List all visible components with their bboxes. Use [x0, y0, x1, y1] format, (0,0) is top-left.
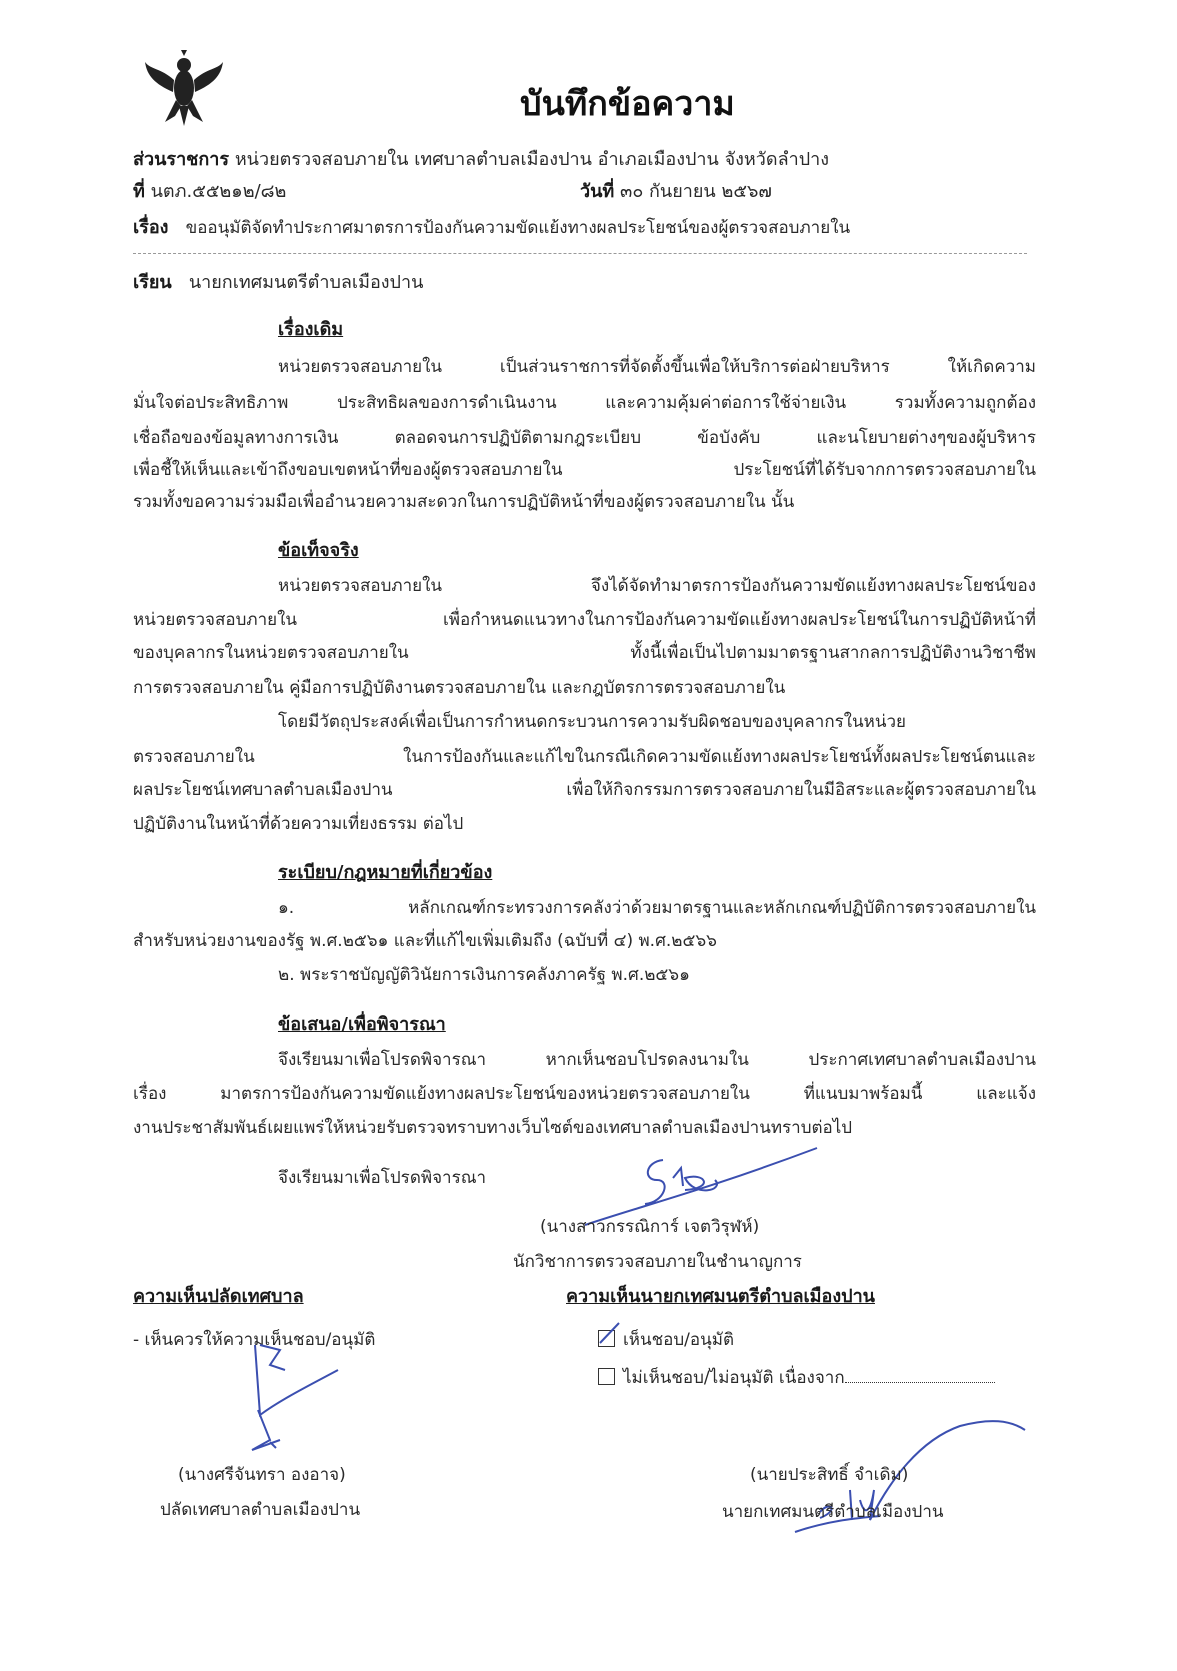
section-heading: เรื่องเดิม	[278, 319, 344, 340]
body-line: สำหรับหน่วยงานของรัฐ พ.ศ.๒๕๖๑ และที่แก้ไขเพิ่มเติมถึง (ฉบับที่ ๔) พ.ศ.๒๕๖๖	[133, 931, 717, 951]
body-line: มั่นใจต่อประสิทธิภาพ ประสิทธิผลของการดำเนินงาน และความคุ้มค่าต่อการใช้จ่ายเงิน รวมทั้งความถูกต้อง	[133, 393, 1036, 413]
to-value: นายกเทศมนตรีตำบลเมืองปาน	[188, 272, 424, 293]
body-line: เรื่อง มาตรการป้องกันความขัดแย้งทางผลประโยชน์ของหน่วยตรวจสอบภายใน ที่แนบมาพร้อมนี้ และแจ้ง	[133, 1084, 1036, 1104]
body-line: ตรวจสอบภายใน ในการป้องกันและแก้ไขในกรณีเกิดความขัดแย้งทางผลประโยชน์ทั้งผลประโยชน์ตนและ	[133, 747, 1036, 767]
mayor-name: (นายประสิทธิ์ จำเดิม)	[750, 1465, 909, 1485]
body-line: การตรวจสอบภายใน คู่มือการปฏิบัติงานตรวจสอบภายใน และกฎบัตรการตรวจสอบภายใน	[133, 678, 786, 698]
document-title: บันทึกข้อความ	[520, 84, 735, 124]
date-value: ๓๐ กันยายน ๒๕๖๗	[620, 181, 772, 202]
mayor-position: นายกเทศมนตรีตำบลเมืองปาน	[722, 1502, 944, 1522]
author-name: (นางสาวกรรณิการ์ เจตวิรุฬห์)	[540, 1217, 760, 1237]
subject-line	[133, 214, 850, 242]
garuda-emblem	[143, 50, 225, 128]
clerk-opinion-text: - เห็นควรให้ความเห็นชอบ/อนุมัติ	[133, 1330, 376, 1350]
to-line	[133, 269, 423, 297]
header-divider	[133, 253, 1027, 254]
approve-checkbox[interactable]	[598, 1330, 615, 1347]
clerk-name: (นางศรีจันทรา องอาจ)	[178, 1465, 346, 1485]
subject-label: เรื่อง	[133, 217, 169, 238]
body-line: รวมทั้งขอความร่วมมือเพื่ออำนวยความสะดวกในการปฏิบัติหน้าที่ของผู้ตรวจสอบภายใน นั้น	[133, 492, 795, 512]
body-line: หน่วยตรวจสอบภายใน เป็นส่วนราชการที่จัดตั้งขึ้นเพื่อให้บริการต่อฝ่ายบริหาร ให้เกิดความ	[278, 357, 1036, 377]
body-line: หน่วยตรวจสอบภายใน เพื่อกำหนดแนวทางในการป้องกันความขัดแย้งทางผลประโยชน์ในการปฏิบัติหน้าที่	[133, 610, 1036, 630]
body-line: โดยมีวัตถุประสงค์เพื่อเป็นการกำหนดกระบวนการความรับผิดชอบของบุคลากรในหน่วย	[278, 712, 906, 732]
date-label: วันที่	[580, 181, 615, 202]
body-line: จึงเรียนมาเพื่อโปรดพิจารณา หากเห็นชอบโปรดลงนามใน ประกาศเทศบาลตำบลเมืองปาน	[278, 1050, 1036, 1070]
reject-label: ไม่เห็นชอบ/ไม่อนุมัติ เนื่องจาก	[623, 1368, 845, 1388]
to-label: เรียน	[133, 272, 172, 293]
body-line: ๒. พระราชบัญญัติวินัยการเงินการคลังภาครัฐ พ.ศ.๒๕๖๑	[278, 965, 690, 985]
ref-value: นตภ.๕๕๒๑๒/๘๒	[150, 181, 287, 202]
ref-label: ที่	[133, 181, 145, 202]
clerk-opinion-heading: ความเห็นปลัดเทศบาล	[133, 1286, 304, 1307]
body-line: ผลประโยชน์เทศบาลตำบลเมืองปาน เพื่อให้กิจกรรมการตรวจสอบภายในมีอิสระและผู้ตรวจสอบภายใน	[133, 780, 1036, 800]
mayor-opinion-heading: ความเห็นนายกเทศมนตรีตำบลเมืองปาน	[566, 1286, 875, 1307]
subject-value: ขออนุมัติจัดทำประกาศมาตรการป้องกันความขัดแย้งทางผลประโยชน์ของผู้ตรวจสอบภายใน	[185, 218, 851, 238]
section-heading: ข้อเท็จจริง	[278, 540, 359, 561]
closing-text: จึงเรียนมาเพื่อโปรดพิจารณา	[278, 1168, 487, 1188]
body-line: เชื่อถือของข้อมูลทางการเงิน ตลอดจนการปฏิบัติตามกฎระเบียบ ข้อบังคับ และนโยบายต่างๆของผู้บริหาร	[133, 428, 1036, 448]
agency-line	[133, 146, 829, 174]
ref-line	[133, 178, 286, 206]
approve-option[interactable]	[598, 1326, 734, 1354]
approve-label: เห็นชอบ/อนุมัติ	[623, 1330, 734, 1350]
section-heading: ระเบียบ/กฎหมายที่เกี่ยวข้อง	[278, 862, 493, 883]
date-line	[580, 178, 772, 206]
body-line: หน่วยตรวจสอบภายใน จึงได้จัดทำมาตรการป้องกันความขัดแย้งทางผลประโยชน์ของ	[278, 576, 1036, 596]
body-line: งานประชาสัมพันธ์เผยแพร่ให้หน่วยรับตรวจทราบทางเว็บไซต์ของเทศบาลตำบลเมืองปานทราบต่อไป	[133, 1118, 853, 1138]
agency-value: หน่วยตรวจสอบภายใน เทศบาลตำบลเมืองปาน อำเภอเมืองปาน จังหวัดลำปาง	[234, 149, 830, 170]
agency-label: ส่วนราชการ	[133, 149, 230, 170]
author-position: นักวิชาการตรวจสอบภายในชำนาญการ	[513, 1252, 802, 1272]
section-heading: ข้อเสนอ/เพื่อพิจารณา	[278, 1014, 446, 1035]
body-line: ปฏิบัติงานในหน้าที่ด้วยความเที่ยงธรรม ต่อไป	[133, 814, 464, 834]
clerk-signature-strokes	[190, 1340, 370, 1480]
clerk-position: ปลัดเทศบาลตำบลเมืองปาน	[160, 1500, 361, 1520]
reject-option[interactable]	[598, 1364, 995, 1392]
body-line: เพื่อชี้ให้เห็นและเข้าถึงขอบเขตหน้าที่ของผู้ตรวจสอบภายใน ประโยชน์ที่ได้รับจากการตรวจสอบภายใน	[133, 460, 1036, 480]
reject-reason-line	[845, 1382, 995, 1383]
reject-checkbox[interactable]	[598, 1368, 615, 1385]
body-line: ๑. หลักเกณฑ์กระทรวงการคลังว่าด้วยมาตรฐานและหลักเกณฑ์ปฏิบัติการตรวจสอบภายใน	[278, 898, 1036, 918]
body-line: ของบุคลากรในหน่วยตรวจสอบภายใน ทั้งนี้เพื่อเป็นไปตามมาตรฐานสากลการปฏิบัติงานวิชาชีพ	[133, 643, 1036, 663]
